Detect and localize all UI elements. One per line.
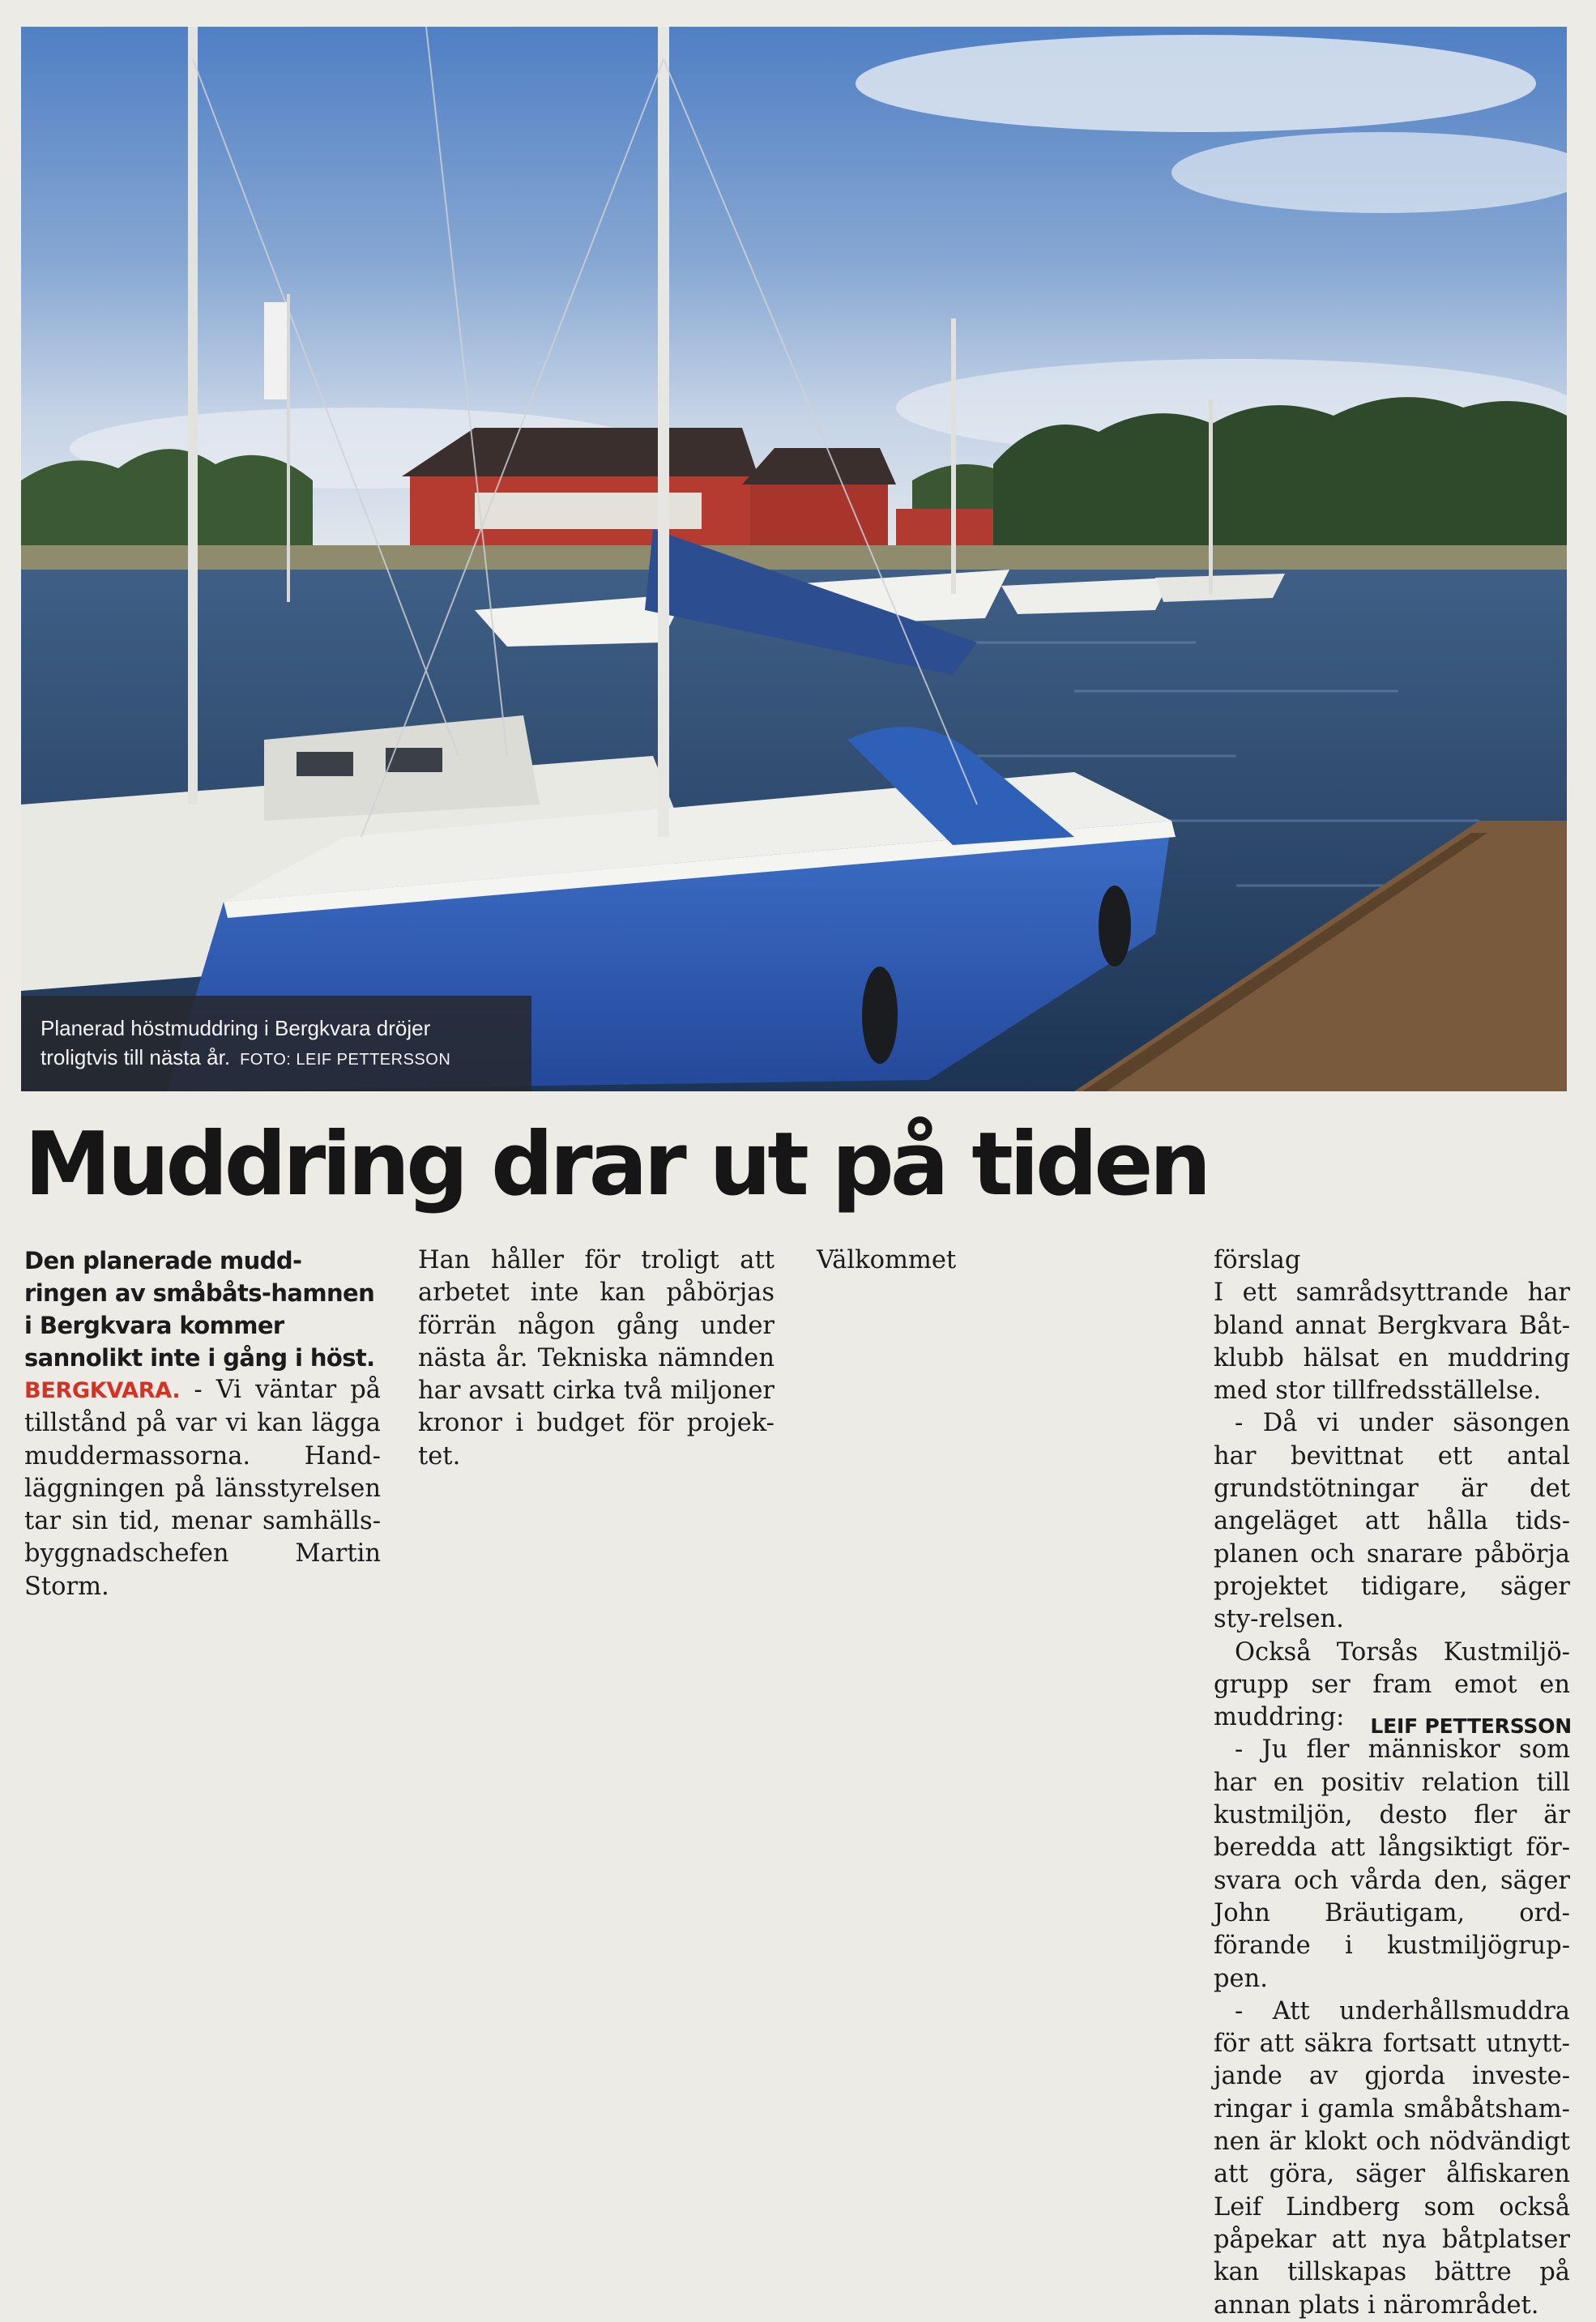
article-paragraph-3: I ett samrådsyttrande har bland annat Bergkvara Båt-klubb hälsat en muddring med stor tillfredsställelse. xyxy=(1214,1278,1570,1406)
article-subhead-continued: förslag xyxy=(1214,1246,1301,1274)
caption-line-2-text: troligtvis till nästa år. xyxy=(41,1045,231,1069)
article-paragraph-2-continued: Han håller för troligt att arbetet inte kan påbörjas förrän någon gång under nästa år. Tekniska nämnden har avsatt cirka två miljoner kronor i budget för projek-tet. xyxy=(418,1246,775,1470)
article-paragraph-4: - Då vi under säsongen har bevittnat ett antal grundstötningar är det angeläget att hålla tids-planen och snarare påbörja projektet tidigare, säger sty-relsen. xyxy=(1214,1409,1570,1634)
article-column-4 xyxy=(1214,1244,1570,2320)
article-paragraph-7: - Att underhållsmuddra för att säkra fortsatt utnytt-jande av gjorda investe-ringar i gamla småbåtsham-nen är klokt och nödvändigt att göra, säger ålfiskaren Leif Lindberg som också påpekar att nya båtplatser kan tillskapas bättre på annan plats i närområdet. xyxy=(1214,1996,1570,2320)
harbor-illustration xyxy=(21,27,1567,1091)
article-column-3 xyxy=(817,1244,1173,1747)
article-paragraph-1-text: - Vi väntar på tillstånd på var vi kan lägga muddermassorna. Hand-läggningen på länsstyrelsen tar sin tid, menar samhälls-byggnadschefen Martin Storm. xyxy=(24,1376,381,1601)
harbor-photo xyxy=(21,27,1567,1091)
article-column-2 xyxy=(418,1244,775,1747)
article-paragraph-1 xyxy=(24,1374,381,1603)
photo-credit: FOTO: LEIF PETTERSSON xyxy=(240,1051,451,1069)
article-paragraph-6: - Ju fler människor som har en positiv relation till kustmiljön, desto fler är beredda att långsiktigt för-svara och vårda den, säger John Bräutigam, ord-förande i kustmiljögrup-pen. xyxy=(1214,1735,1570,1993)
article-headline: Muddring drar ut på tiden xyxy=(24,1114,1208,1215)
photo-caption xyxy=(21,996,531,1091)
article-lead: Den planerade mudd-ringen av småbåts-hamnen i Bergkvara kommer sannolikt inte i gång i höst. xyxy=(24,1247,375,1372)
caption-line-1: Planerad höstmuddring i Bergkvara dröjer xyxy=(41,1016,431,1040)
article-column-1 xyxy=(24,1244,381,1747)
article-byline: LEIF PETTERSSON xyxy=(1370,1714,1572,1738)
article-paragraph-5: Också Torsås Kustmiljö-grupp ser fram emot en muddring: xyxy=(1214,1637,1570,1732)
article-subhead-continued: Välkommet xyxy=(817,1246,957,1274)
caption-line-2 xyxy=(41,1043,512,1074)
article-dateline: BERGKVARA. xyxy=(24,1378,181,1403)
